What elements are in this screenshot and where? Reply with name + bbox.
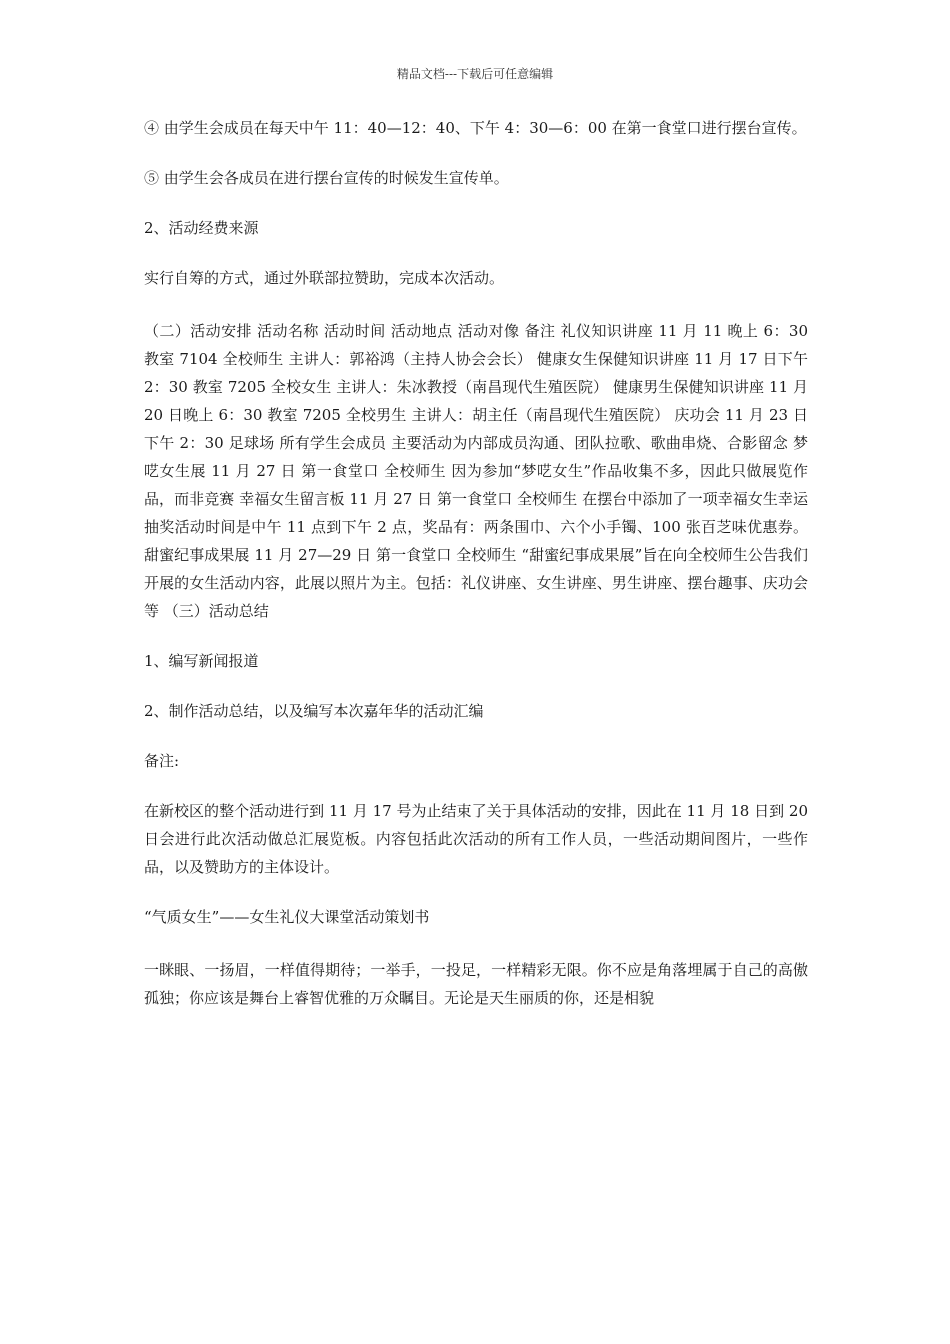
notes-label: 备注:: [144, 752, 180, 770]
paragraph-flyers: ⑤ 由学生会各成员在进行摆台宣传的时候发生宣传单。: [144, 169, 509, 187]
list-item-activity-summary: 2、制作活动总结，以及编写本次嘉年华的活动汇编: [144, 702, 484, 720]
paragraph-funding: 实行自筹的方式，通过外联部拉赞助，完成本次活动。: [144, 269, 505, 287]
page-header: 精品文档---下载后可任意编辑: [396, 67, 554, 81]
document-body: [144, 114, 808, 1012]
paragraph-stall-schedule: ④ 由学生会成员在每天中午 11：40—12：40、下午 4：30—6：00 在第一食堂口进行摆台宣传。: [144, 119, 807, 137]
section-heading-funding: 2、活动经费来源: [144, 219, 259, 237]
paragraph-notes: 在新校区的整个活动进行到 11 月 17 号为止结束了关于具体活动的安排，因此在 11 月 18 日到 20 日会进行此次活动做总汇展览板。内容包括此次活动的所有工作人员，一些活动期间图片，一些作品，以及赞助方的主体设计。: [144, 802, 808, 876]
paragraph-activity-schedule: （二）活动安排 活动名称 活动时间 活动地点 活动对像 备注 礼仪知识讲座 11 月 11 晚上 6：30 教室 7104 全校师生 主讲人：郭裕鸿（主持人协会会长） 健康女生保健知识讲座 11 月 17 日下午 2：30 教室 7205 全校女生 主讲人：朱冰教授（南昌现代生殖医院） 健康男生保健知识讲座 11 月 20 日晚上 6：30 教室 7205 全校男生 主讲人：胡主任（南昌现代生殖医院） 庆功会 11 月 23 日下午 2：30 足球场 所有学生会成员 主要活动为内部成员沟通、团队拉歌、歌曲串烧、合影留念 梦呓女生展 11 月 27 日 第一食堂口 全校师生 因为参加“梦呓女生”作品收集不多，因此只做展览作品，而非竞赛 幸福女生留言板 11 月 27 日 第一食堂口 全校师生 在摆台中添加了一项幸福女生幸运抽奖活动时间是中午 11 点到下午 2 点，奖品有：两条围巾、六个小手镯、100 张百芝味优惠券。 甜蜜纪事成果展 11 月 27—29 日 第一食堂口 全校师生 “甜蜜纪事成果展”旨在向全校师生公告我们开展的女生活动内容，此展以照片为主。包括：礼仪讲座、女生讲座、男生讲座、摆台趣事、庆功会等 （三）活动总结: [144, 322, 808, 620]
section-title-etiquette-plan: “气质女生”——女生礼仪大课堂活动策划书: [144, 908, 430, 926]
paragraph-intro: 一眯眼、一扬眉，一样值得期待；一举手，一投足，一样精彩无限。你不应是角落埋属于自己的高傲孤独；你应该是舞台上睿智优雅的万众瞩目。无论是天生丽质的你，还是相貌: [144, 961, 808, 1007]
list-item-news-report: 1、编写新闻报道: [144, 652, 259, 670]
